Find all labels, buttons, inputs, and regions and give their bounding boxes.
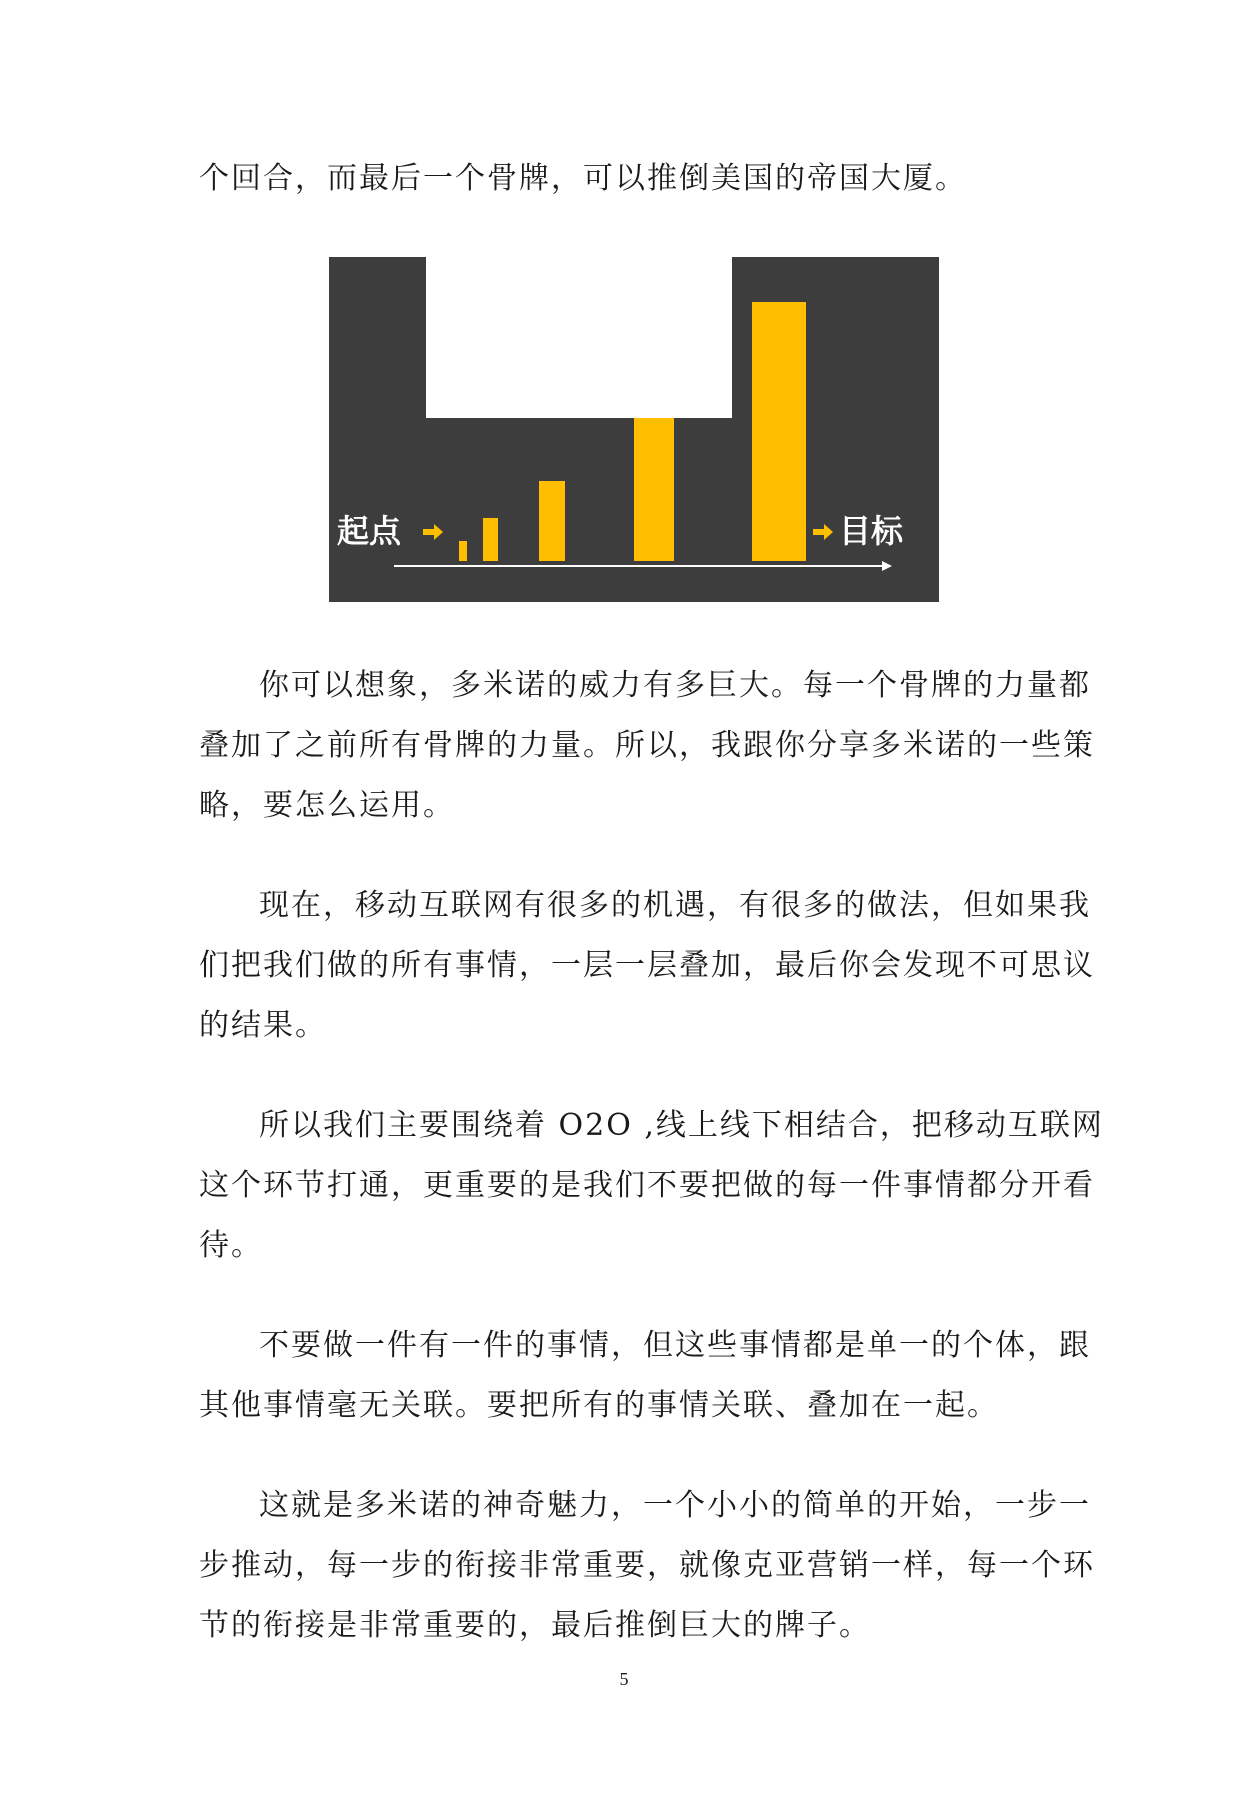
text-line: 节的衔接是非常重要的，最后推倒巨大的牌子。	[199, 1608, 871, 1643]
text-line: 不要做一件有一件的事情，但这些事情都是单一的个体，跟	[259, 1328, 1091, 1363]
page-number: 5	[619, 1669, 629, 1689]
text-line: 待。	[199, 1228, 263, 1263]
text-line: 的结果。	[199, 1008, 327, 1043]
text-line: 个回合，而最后一个骨牌，可以推倒美国的帝国大厦。	[199, 161, 967, 196]
domino-bar-2	[483, 518, 498, 561]
domino-bar-5	[752, 302, 806, 561]
domino-bar-1	[459, 541, 467, 561]
text-line: 其他事情毫无关联。要把所有的事情关联、叠加在一起。	[199, 1388, 999, 1423]
text-line: 略，要怎么运用。	[199, 788, 455, 823]
text-line: 现在，移动互联网有很多的机遇，有很多的做法，但如果我	[259, 888, 1091, 923]
start-label: 起点	[337, 512, 402, 550]
text-line: 所以我们主要围绕着 O2O ,线上线下相结合，把移动互联网	[259, 1108, 1104, 1143]
text-line: 这就是多米诺的神奇魅力，一个小小的简单的开始，一步一	[259, 1488, 1091, 1523]
text-line: 们把我们做的所有事情，一层一层叠加，最后你会发现不可思议	[199, 948, 1095, 983]
domino-illustration	[329, 257, 939, 602]
goal-label: 目标	[839, 512, 904, 550]
domino-bar-4	[634, 407, 674, 561]
text-line: 步推动，每一步的衔接非常重要，就像克亚营销一样，每一个环	[199, 1548, 1095, 1583]
domino-bar-3	[539, 481, 565, 561]
white-panel	[426, 257, 732, 418]
text-line: 叠加了之前所有骨牌的力量。所以，我跟你分享多米诺的一些策	[199, 728, 1095, 763]
text-line: 这个环节打通，更重要的是我们不要把做的每一件事情都分开看	[199, 1168, 1095, 1203]
text-line: 你可以想象，多米诺的威力有多巨大。每一个骨牌的力量都	[259, 668, 1091, 703]
